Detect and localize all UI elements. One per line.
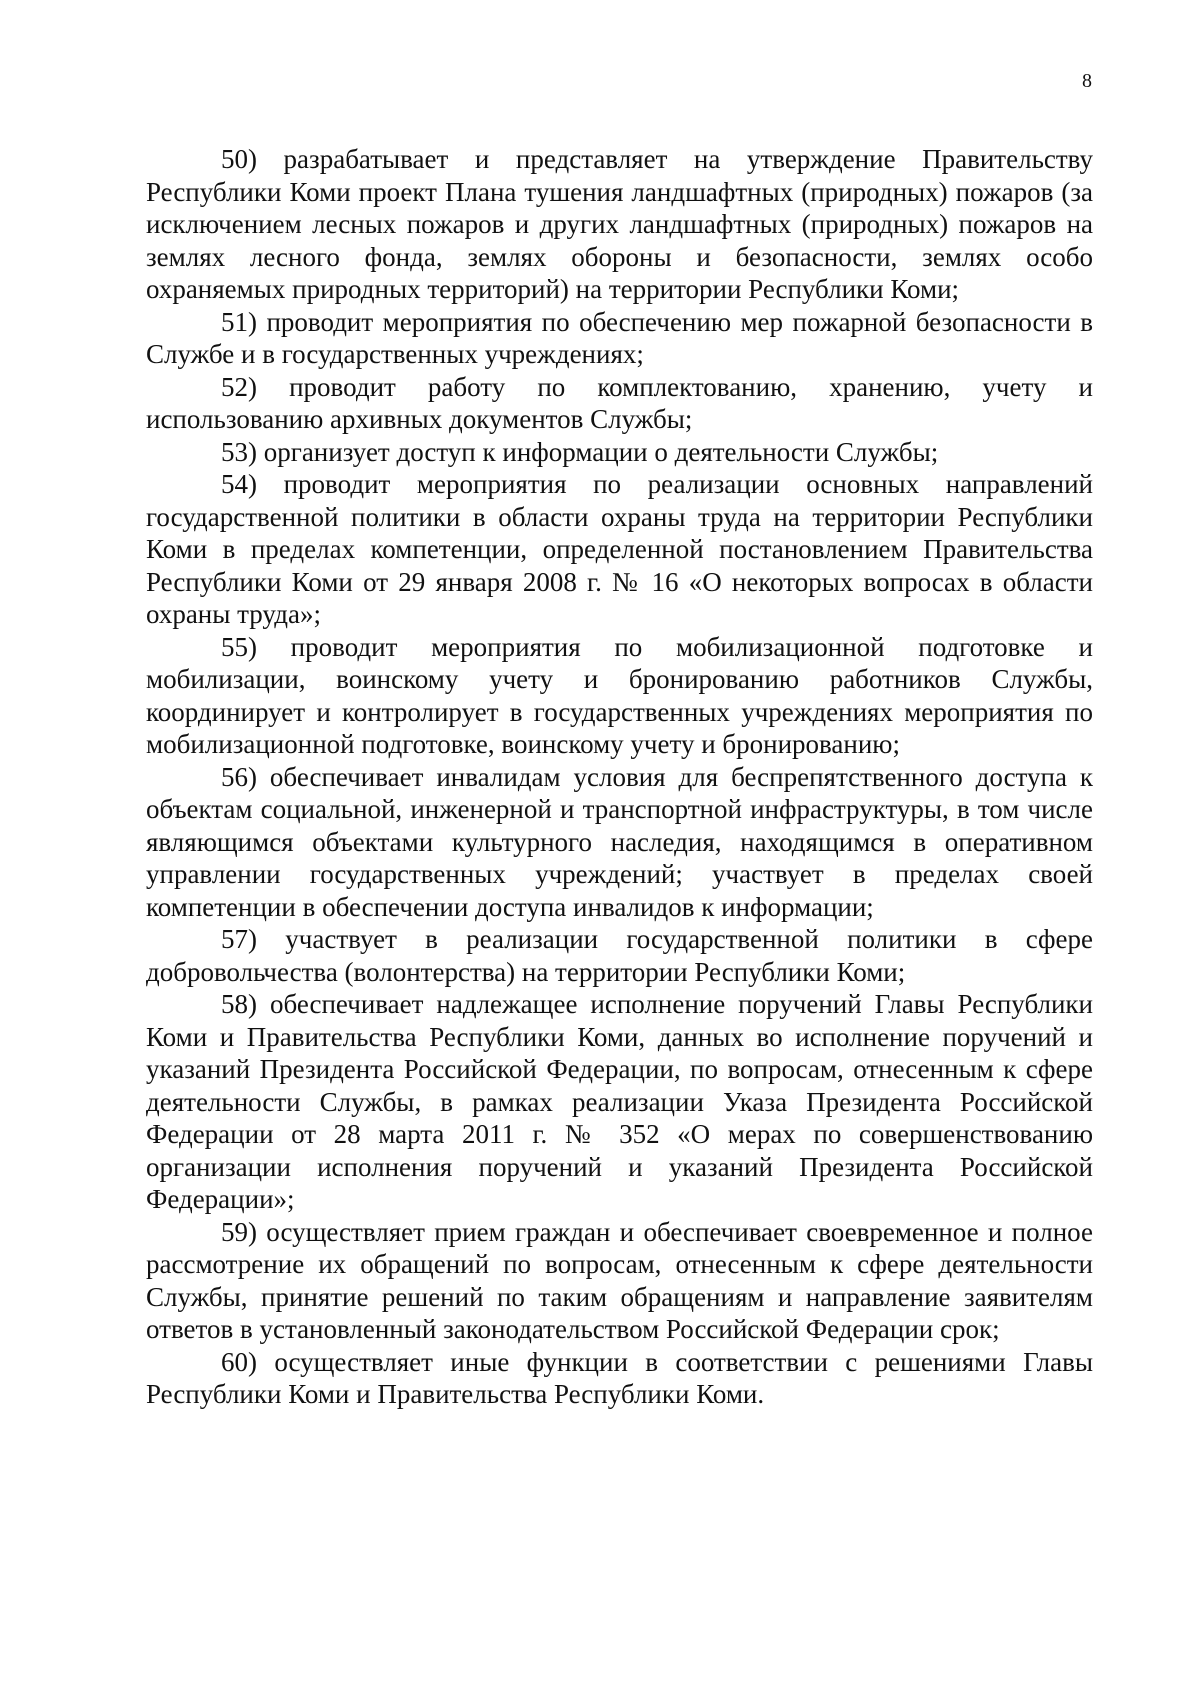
- paragraph-item-50: 50) разрабатывает и представляет на утверждение Правительству Республики Коми проект Плана тушения ландшафтных (природных) пожаров (за исключением лесных пожаров и других ландшафтных (природных) пожаров на землях лесного фонда, землях обороны и безопасности, землях особо охраняемых природных территорий) на территории Республики Коми;: [146, 144, 1093, 304]
- paragraph-item-51: 51) проводит мероприятия по обеспечению мер пожарной безопасности в Службе и в государственных учреждениях;: [146, 306, 1093, 369]
- paragraph-item-53: 53) организует доступ к информации о деятельности Службы;: [221, 436, 939, 467]
- paragraph-item-56: 56) обеспечивает инвалидам условия для беспрепятственного доступа к объектам социальной, инженерной и транспортной инфраструктуры, в том числе являющимся объектами культурного наследия, находящимся в оперативном управлении государственных учреждений; участвует в пределах своей компетенции в обеспечении доступа инвалидов к информации;: [146, 761, 1093, 922]
- paragraph-item-60: 60) осуществляет иные функции в соответствии с решениями Главы Республики Коми и Правительства Республики Коми.: [146, 1346, 1093, 1409]
- paragraph-item-57: 57) участвует в реализации государственной политики в сфере добровольчества (волонтерства) на территории Республики Коми;: [146, 924, 1093, 987]
- page-number: 8: [1082, 70, 1092, 92]
- paragraph-item-52: 52) проводит работу по комплектованию, хранению, учету и использованию архивных документов Службы;: [146, 371, 1093, 434]
- paragraph-item-55: 55) проводит мероприятия по мобилизационной подготовке и мобилизации, воинскому учету и бронированию работников Службы, координирует и контролирует в государственных учреждениях мероприятия по мобилизационной подготовке, воинскому учету и бронированию;: [146, 631, 1093, 759]
- paragraph-item-59: 59) осуществляет прием граждан и обеспечивает своевременное и полное рассмотрение их обращений по вопросам, отнесенным к сфере деятельности Службы, принятие решений по таким обращениям и направление заявителям ответов в установленный законодательством Российской Федерации срок;: [146, 1216, 1093, 1344]
- paragraph-item-54: 54) проводит мероприятия по реализации основных направлений государственной политики в области охраны труда на территории Республики Коми в пределах компетенции, определенной постановлением Правительства Республики Коми от 29 января 2008 г. № 16 «О некоторых вопросах в области охраны труда»;: [146, 469, 1093, 629]
- paragraph-item-58: 58) обеспечивает надлежащее исполнение поручений Главы Республики Коми и Правительства Республики Коми, данных во исполнение поручений и указаний Президента Российской Федерации, по вопросам, отнесенным к сфере деятельности Службы, в рамках реализации Указа Президента Российской Федерации от 28 марта 2011 г. № 352 «О мерах по совершенствованию организации исполнения поручений и указаний Президента Российской Федерации»;: [146, 989, 1093, 1214]
- document-body: [146, 143, 1093, 1411]
